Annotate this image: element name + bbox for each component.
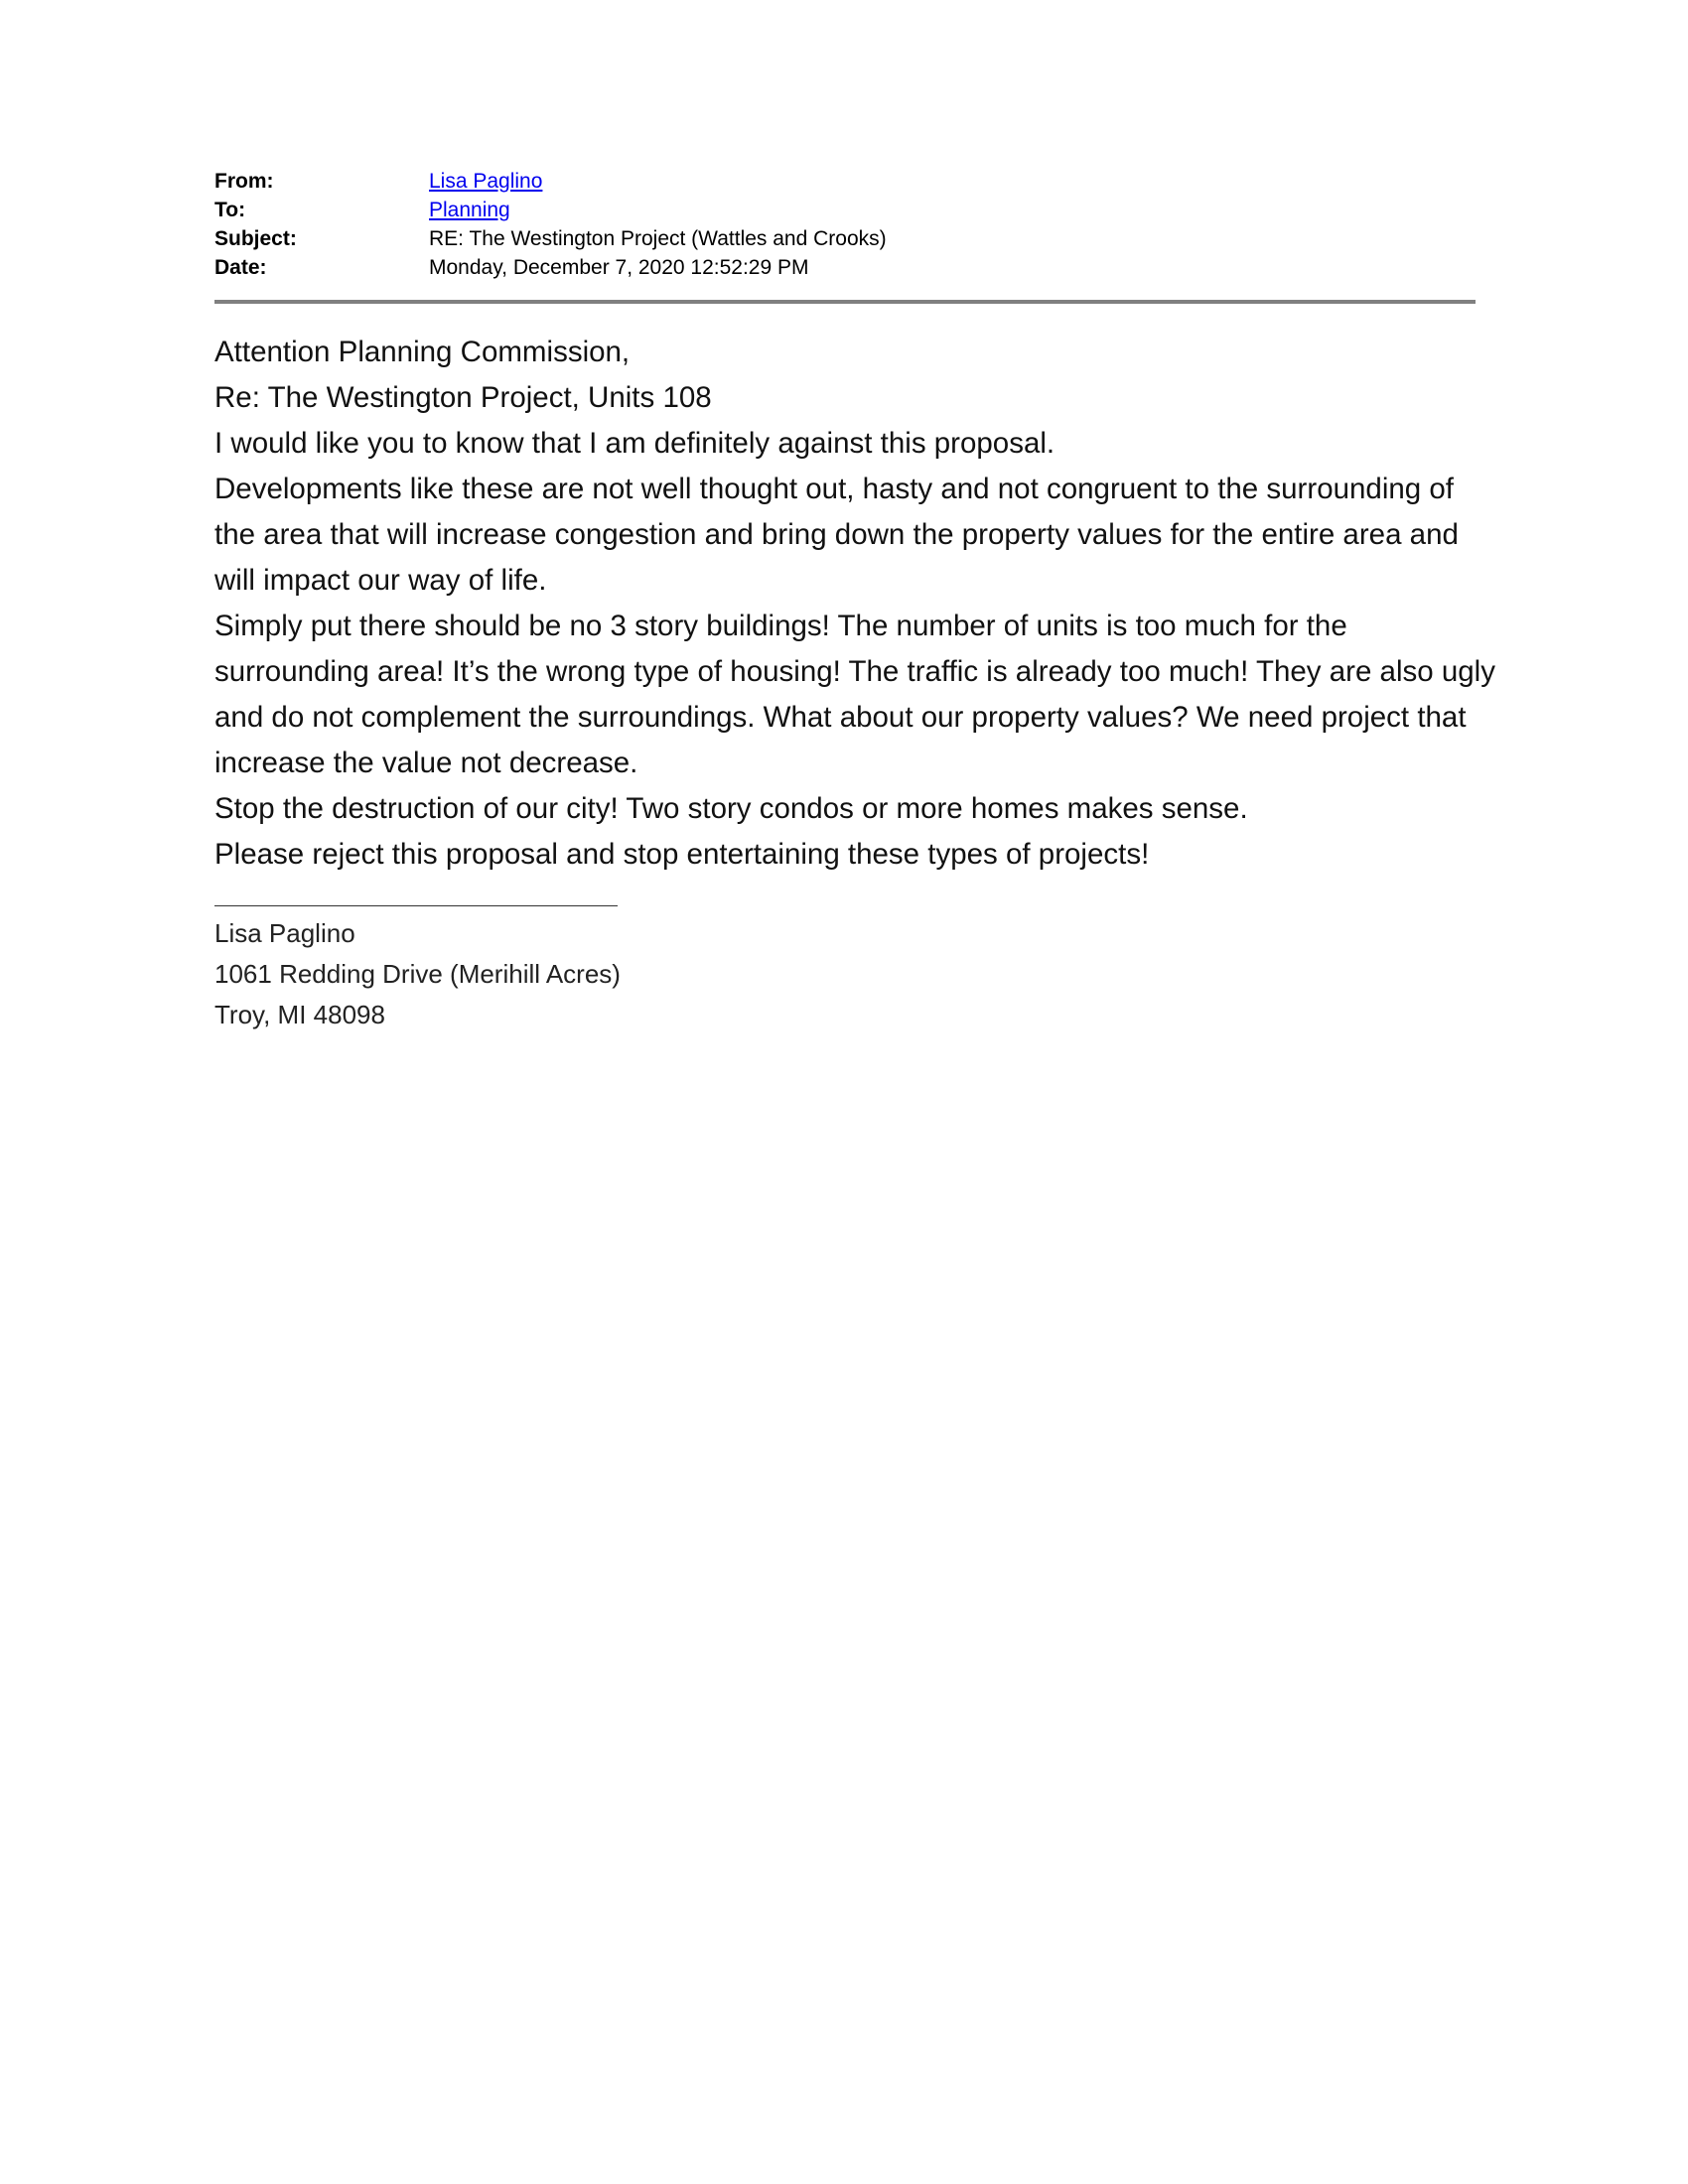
email-body bbox=[214, 330, 1495, 878]
signature-address: 1061 Redding Drive (Merihill Acres) bbox=[214, 959, 621, 989]
subject-value: RE: The Westington Project (Wattles and Crooks) bbox=[429, 227, 887, 250]
body-paragraph-4: Stop the destruction of our city! Two story condos or more homes makes sense. bbox=[214, 792, 1248, 825]
to-row bbox=[214, 196, 1476, 224]
signature-divider bbox=[214, 905, 618, 906]
date-label: Date: bbox=[214, 256, 267, 279]
body-paragraph-1: I would like you to know that I am definitely against this proposal. bbox=[214, 427, 1055, 460]
to-link[interactable]: Planning bbox=[429, 199, 510, 221]
subject-row bbox=[214, 224, 1476, 253]
from-label: From: bbox=[214, 170, 274, 193]
greeting: Attention Planning Commission, bbox=[214, 336, 631, 368]
header-divider bbox=[214, 300, 1476, 304]
email-header bbox=[214, 167, 1476, 282]
body-paragraph-3: Simply put there should be no 3 story buildings! The number of units is too much for the surrounding area! It’s the wrong type of housing! The traffic is already too much! They are also ugly and do not complement the surroundings. What about our property values? We need project that increase the value not decrease. bbox=[214, 610, 1495, 779]
date-value: Monday, December 7, 2020 12:52:29 PM bbox=[429, 256, 809, 279]
signature-city: Troy, MI 48098 bbox=[214, 1000, 385, 1029]
body-paragraph-2: Developments like these are not well thought out, hasty and not congruent to the surrounding of the area that will increase congestion and bring down the property values for the entire area and will impact our way of life. bbox=[214, 473, 1459, 597]
signature-name: Lisa Paglino bbox=[214, 918, 355, 948]
re-line: Re: The Westington Project, Units 108 bbox=[214, 381, 712, 414]
signature-block bbox=[214, 913, 621, 1035]
from-row bbox=[214, 167, 1476, 196]
body-paragraph-5: Please reject this proposal and stop entertaining these types of projects! bbox=[214, 838, 1150, 871]
subject-label: Subject: bbox=[214, 227, 297, 250]
date-row bbox=[214, 253, 1476, 282]
from-link[interactable]: Lisa Paglino bbox=[429, 170, 543, 193]
to-label: To: bbox=[214, 199, 246, 221]
